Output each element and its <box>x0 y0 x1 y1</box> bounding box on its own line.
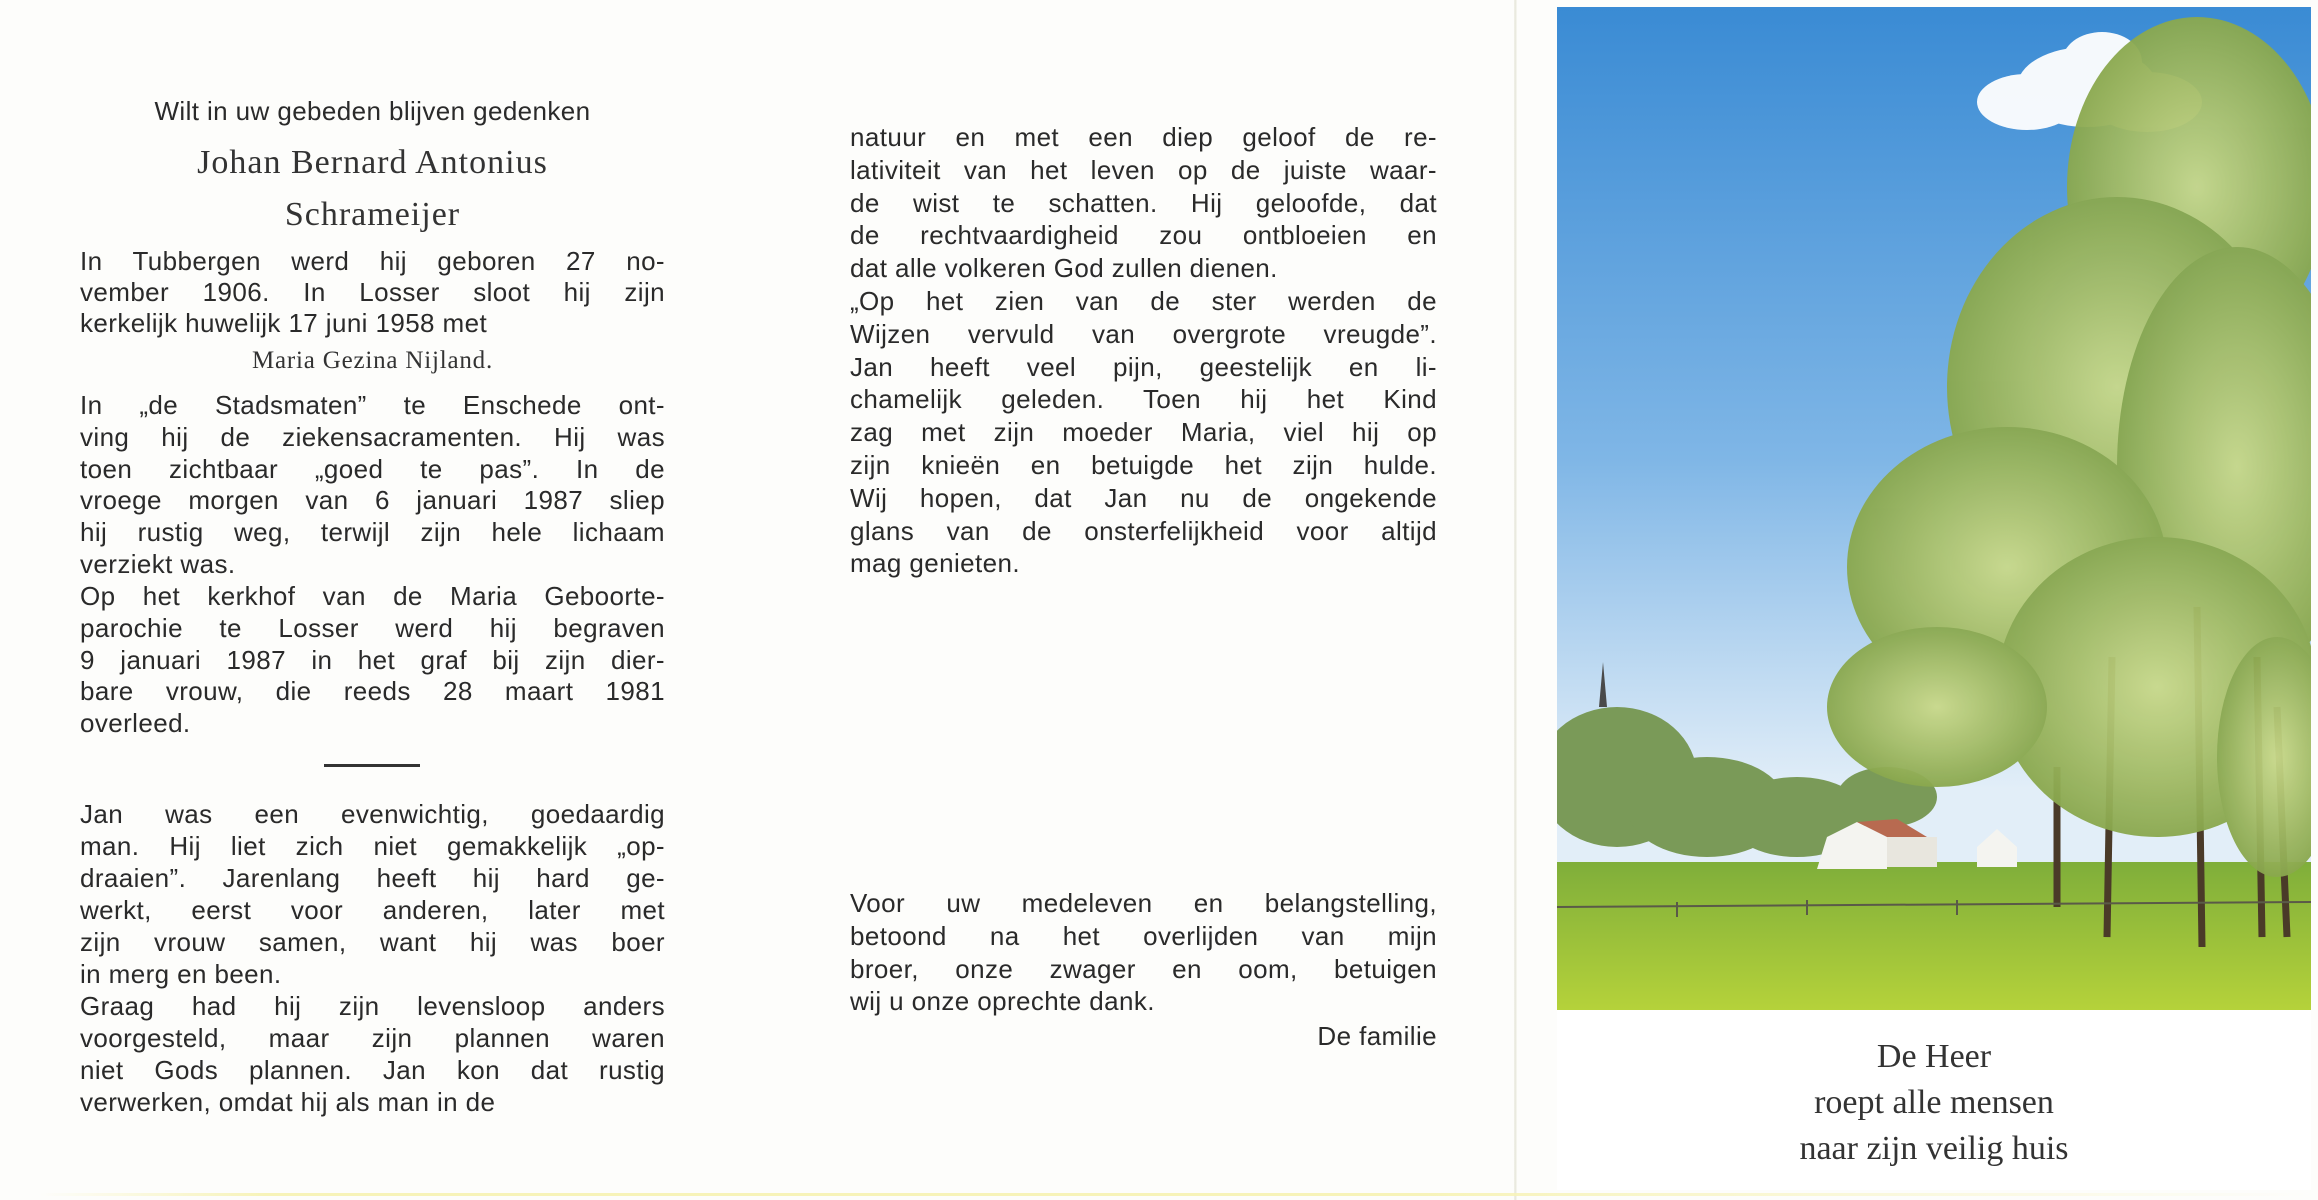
text-line: overleed. <box>80 708 191 739</box>
left-panel <box>80 0 665 1200</box>
caption-line: naar zijn veilig huis <box>1799 1130 2069 1167</box>
text-line: Voor uw medeleven en belangstelling, <box>850 888 1437 918</box>
text-line: parochie te Losser werd hij begraven <box>80 612 665 643</box>
text-line: in merg en been. <box>80 959 282 989</box>
text-line: vroege morgen van 6 januari 1987 sliep <box>80 485 665 516</box>
name-line: Johan Bernard Antonius <box>197 144 548 181</box>
divider <box>324 764 420 767</box>
text-line: zijn knieën en betuigde het zijn hulde. <box>850 449 1437 480</box>
caption-box <box>1557 1010 2311 1190</box>
text-line: ving hij de ziekensacramenten. Hij was <box>80 421 665 452</box>
text-line: verziekt was. <box>80 548 236 579</box>
text-line: niet Gods plannen. Jan kon dat rustig <box>80 1055 665 1085</box>
text-line: broer, onze zwager en oom, betuigen <box>850 953 1437 984</box>
thanks-paragraph <box>850 887 1437 1018</box>
text-line: kerkelijk huwelijk 17 juni 1958 met <box>80 308 488 338</box>
deceased-name <box>80 137 665 241</box>
signature: De familie <box>1317 1021 1437 1051</box>
text-line: Op het kerkhof van de Maria Geboorte- <box>80 581 665 611</box>
text-line: verwerken, omdat hij als man in de <box>80 1087 496 1117</box>
text-line: Graag had hij zijn levensloop anders <box>80 991 665 1021</box>
text-line: 9 januari 1987 in het graf bij zijn dier- <box>80 644 665 675</box>
text-line: lativiteit van het leven op de juiste waar- <box>850 154 1437 185</box>
text-line: Wijzen vervuld van overgrote vreugde”. <box>850 318 1437 349</box>
card-fold <box>1514 0 1517 1200</box>
text-line: draaien”. Jarenlang heeft hij hard ge- <box>80 863 665 893</box>
landscape-photo <box>1557 7 2311 1010</box>
text-line: wij u onze oprechte dank. <box>850 986 1155 1017</box>
text-line: mag genieten. <box>850 548 1020 579</box>
text-line: Wij hopen, dat Jan nu de ongekende <box>850 482 1437 513</box>
birth-paragraph <box>80 246 665 339</box>
text-line: zag met zijn moeder Maria, viel hij op <box>850 417 1437 448</box>
burial-paragraph <box>80 581 665 740</box>
text-line: betoond na het overlijden van mijn <box>850 920 1437 951</box>
text-line: zijn vrouw samen, want hij was boer <box>80 927 665 957</box>
text-line: chamelijk geleden. Toen hij het Kind <box>850 384 1437 415</box>
middle-panel <box>850 0 1437 1200</box>
intro-line: Wilt in uw gebeden blijven gedenken <box>154 96 591 126</box>
text-line: Jan was een evenwichtig, goedaardig <box>80 799 665 829</box>
text-line: hij rustig weg, terwijl zijn hele lichaam <box>80 517 665 548</box>
text-line: In „de Stadsmaten” te Enschede ont- <box>80 390 665 420</box>
text-line: werkt, eerst voor anderen, later met <box>80 895 665 925</box>
text-line: dat alle volkeren God zullen dienen. <box>850 253 1278 284</box>
text-line: man. Hij liet zich niet gemakkelijk „op- <box>80 831 665 861</box>
faith-paragraph <box>850 121 1437 285</box>
spouse-name: Maria Gezina Nijland. <box>251 347 494 374</box>
text-line: voorgesteld, maar zijn plannen waren <box>80 1023 665 1053</box>
caption-line: De Heer <box>1876 1038 1992 1075</box>
death-paragraph <box>80 390 665 581</box>
text-line: „Op het zien van de ster werden de <box>850 286 1437 316</box>
quote-paragraph <box>850 285 1437 580</box>
caption-line: roept alle mensen <box>1814 1084 2054 1121</box>
character-paragraph <box>80 798 665 990</box>
text-line: natuur en met een diep geloof de re- <box>850 122 1437 152</box>
text-line: de wist te schatten. Hij geloofde, dat <box>850 187 1437 218</box>
life-paragraph <box>80 990 665 1118</box>
text-line: glans van de onsterfelijkheid voor altijd <box>850 515 1437 546</box>
text-line: toen zichtbaar „goed te pas”. In de <box>80 453 665 484</box>
text-line: de rechtvaardigheid zou ontbloeien en <box>850 220 1437 251</box>
text-line: bare vrouw, die reeds 28 maart 1981 <box>80 676 665 707</box>
text-line: Jan heeft veel pijn, geestelijk en li- <box>850 351 1437 382</box>
text-line: In Tubbergen werd hij geboren 27 no- <box>80 246 665 276</box>
text-line: vember 1906. In Losser sloot hij zijn <box>80 277 665 307</box>
name-line: Schrameijer <box>284 196 461 233</box>
